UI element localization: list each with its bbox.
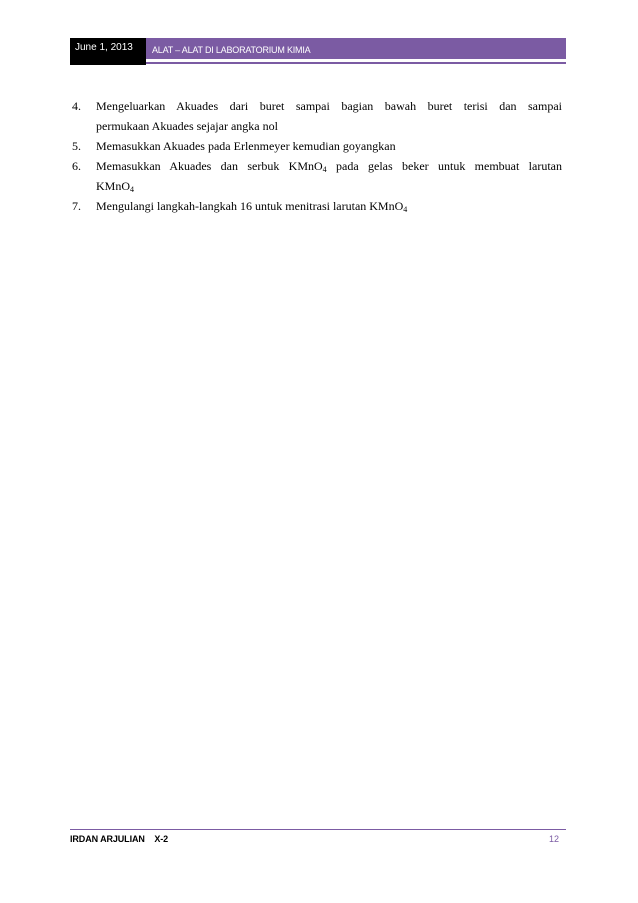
step-text-segment: pada gelas beker untuk membuat larutan <box>326 159 562 173</box>
header-title: ALAT – ALAT DI LABORATORIUM KIMIA <box>152 45 311 55</box>
step-text-line <box>96 156 562 176</box>
step-text-line: Mengeluarkan Akuades dari buret sampai bagian bawah buret terisi dan sampai <box>96 99 562 113</box>
header-underline <box>146 62 566 64</box>
step-text <box>96 96 562 136</box>
step-number: 6. <box>72 159 81 173</box>
steps-list <box>72 96 562 216</box>
subscript: 4 <box>403 205 408 214</box>
step-number: 4. <box>72 99 81 113</box>
list-item <box>72 136 562 156</box>
footer-author: IRDAN ARJULIAN X-2 <box>70 834 169 844</box>
subscript: 4 <box>130 185 135 194</box>
list-item <box>72 196 562 216</box>
step-text-line <box>96 176 562 196</box>
list-item <box>72 156 562 196</box>
footer-divider <box>70 829 566 830</box>
page-number: 12 <box>549 834 560 844</box>
step-text: Memasukkan Akuades pada Erlenmeyer kemudian goyangkan <box>96 139 396 153</box>
step-text <box>96 196 562 216</box>
header-date: June 1, 2013 <box>70 38 146 65</box>
step-number: 5. <box>72 139 81 153</box>
step-text-segment: Mengulangi langkah-langkah 16 untuk menitrasi larutan KMnO <box>96 199 404 213</box>
subscript: 4 <box>322 165 327 174</box>
step-text-segment: KMnO <box>96 179 131 193</box>
list-item <box>72 96 562 136</box>
step-text <box>96 156 562 196</box>
step-text-line: permukaan Akuades sejajar angka nol <box>96 119 278 133</box>
step-number: 7. <box>72 199 81 213</box>
step-text-segment: Memasukkan Akuades dan serbuk KMnO <box>96 159 323 173</box>
